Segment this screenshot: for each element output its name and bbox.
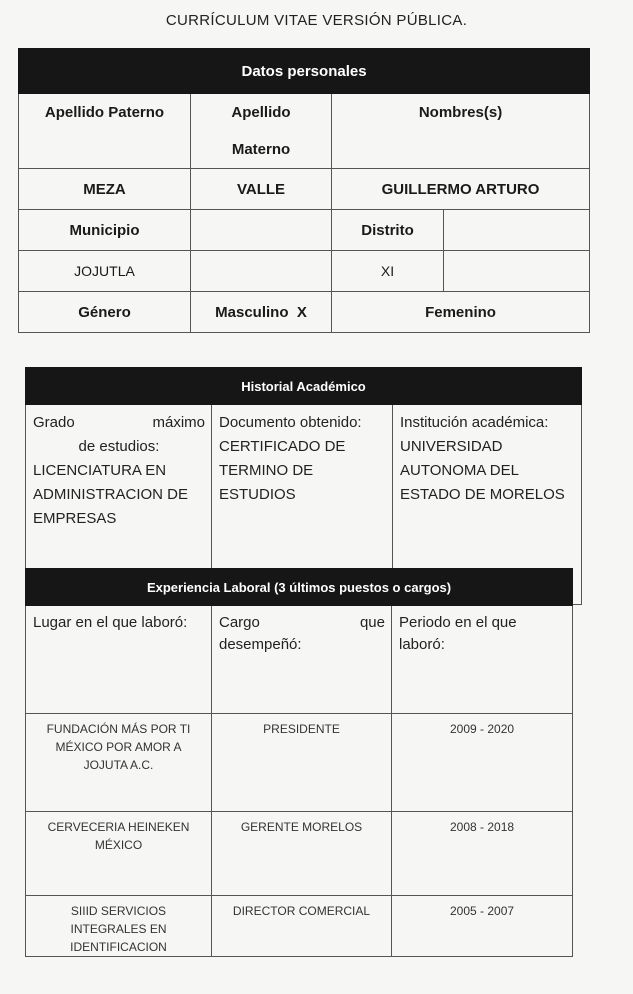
table-row xyxy=(26,714,573,812)
apellido-materno-label: Apellido Materno xyxy=(191,94,332,169)
empty-cell xyxy=(444,210,590,251)
table-row xyxy=(26,896,573,957)
nombres-label: Nombres(s) xyxy=(332,94,590,169)
lugar-label: Lugar en el que laboró: xyxy=(26,606,212,714)
work-experience-table xyxy=(25,568,573,957)
lugar-value: FUNDACIÓN MÁS POR TI MÉXICO POR AMOR A JOJUTA A.C. xyxy=(26,714,212,812)
work-experience-header: Experiencia Laboral (3 últimos puestos o cargos) xyxy=(26,569,573,606)
periodo-value: 2008 - 2018 xyxy=(392,812,573,896)
periodo-value: 2005 - 2007 xyxy=(392,896,573,957)
table-row xyxy=(26,812,573,896)
femenino-option: Femenino xyxy=(332,292,590,333)
distrito-label: Distrito xyxy=(332,210,444,251)
cargo-value: DIRECTOR COMERCIAL xyxy=(212,896,392,957)
nombres-value: GUILLERMO ARTURO xyxy=(332,169,590,210)
cargo-value: GERENTE MORELOS xyxy=(212,812,392,896)
institucion-cell: Institución académica: UNIVERSIDAD AUTONOMA DEL ESTADO DE MORELOS xyxy=(393,405,582,605)
municipio-label: Municipio xyxy=(19,210,191,251)
documento-cell: Documento obtenido: CERTIFICADO DE TERMINO DE ESTUDIOS xyxy=(212,405,393,605)
personal-data-header: Datos personales xyxy=(19,49,590,94)
cargo-label: Cargo que desempeñó: xyxy=(212,606,392,714)
cargo-value: PRESIDENTE xyxy=(212,714,392,812)
periodo-label: Periodo en el que laboró: xyxy=(392,606,573,714)
academic-history-header: Historial Académico xyxy=(26,368,582,405)
municipio-value: JOJUTLA xyxy=(19,251,191,292)
genero-label: Género xyxy=(19,292,191,333)
document-title: CURRÍCULUM VITAE VERSIÓN PÚBLICA. xyxy=(165,12,468,29)
empty-cell xyxy=(444,251,590,292)
distrito-value: XI xyxy=(332,251,444,292)
periodo-value: 2009 - 2020 xyxy=(392,714,573,812)
lugar-value: CERVECERIA HEINEKEN MÉXICO xyxy=(26,812,212,896)
empty-cell xyxy=(191,251,332,292)
grado-cell: Grado máximo de estudios: LICENCIATURA EN ADMINISTRACION DE EMPRESAS xyxy=(26,405,212,605)
lugar-value: SIIID SERVICIOS INTEGRALES EN IDENTIFICACION xyxy=(26,896,212,957)
personal-data-table xyxy=(18,48,590,333)
empty-cell xyxy=(191,210,332,251)
masculino-option: Masculino X xyxy=(191,292,332,333)
apellido-materno-value: VALLE xyxy=(191,169,332,210)
apellido-paterno-label: Apellido Paterno xyxy=(19,94,191,169)
apellido-paterno-value: MEZA xyxy=(19,169,191,210)
